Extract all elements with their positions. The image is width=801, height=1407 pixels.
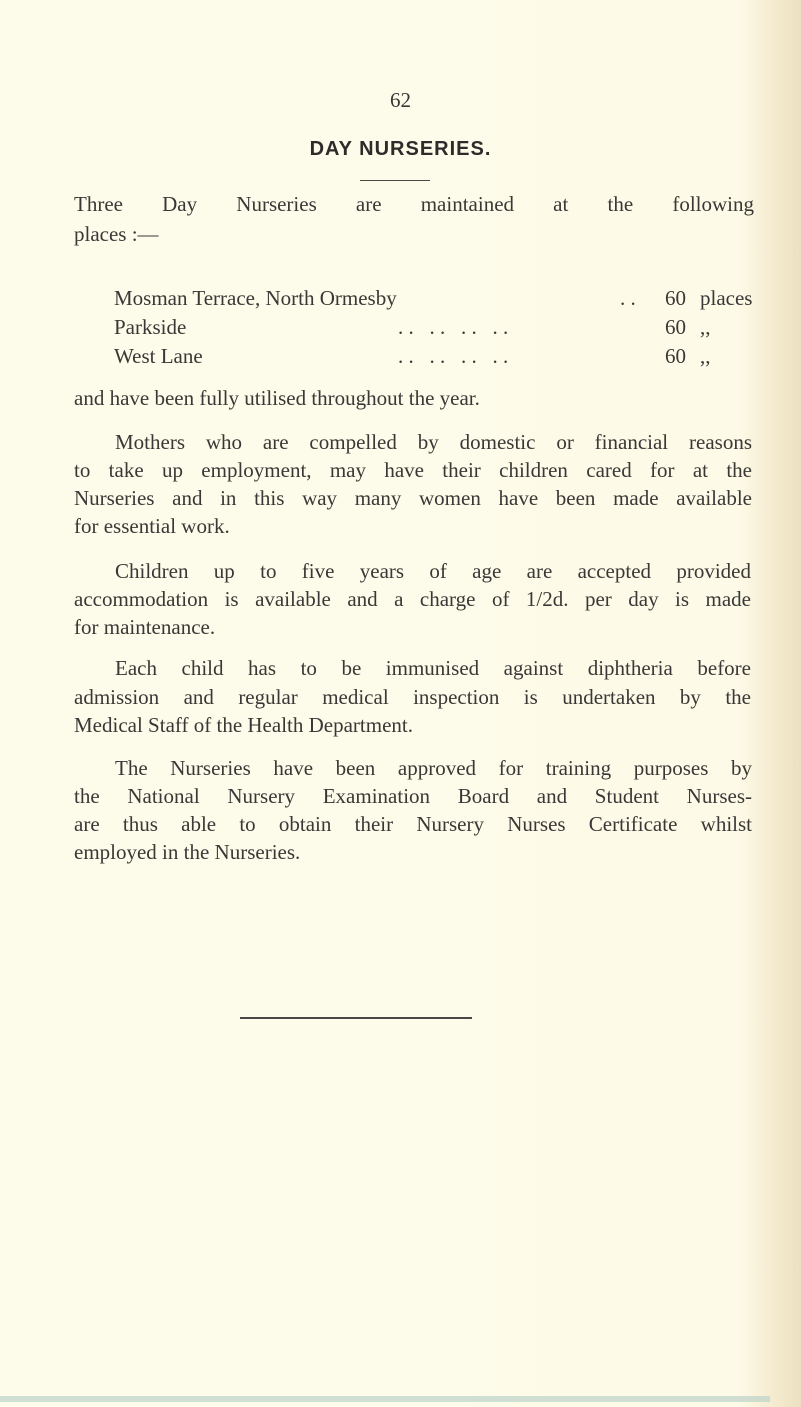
- paragraph-line: to take up employment, may have their children cared for at the: [74, 458, 752, 482]
- page-number: 62: [390, 88, 411, 112]
- after-list-text: and have been fully utilised throughout the year.: [74, 386, 480, 410]
- paragraph-line: Children up to five years of age are accepted provided: [115, 559, 751, 583]
- nursery-unit: ,,: [700, 344, 711, 368]
- paragraph-line: Nurseries and in this way many women have been made available: [74, 486, 752, 510]
- intro-line: Three Day Nurseries are maintained at the following: [74, 192, 754, 216]
- paragraph-line: accommodation is available and a charge of 1/2d. per day is made: [74, 587, 751, 611]
- nursery-name: Parkside: [114, 315, 187, 339]
- paragraph-line: Medical Staff of the Health Department.: [74, 713, 413, 737]
- dot-leader: . . . . . . . .: [398, 344, 509, 368]
- paragraph-line: the National Nursery Examination Board and Student Nurses-: [74, 784, 752, 808]
- scan-edge: [0, 1396, 770, 1402]
- paragraph-line: are thus able to obtain their Nursery Nurses Certificate whilst: [74, 812, 752, 836]
- nursery-count: 60: [665, 286, 686, 310]
- title-divider: [360, 180, 430, 181]
- nursery-name: Mosman Terrace, North Ormesby: [114, 286, 397, 310]
- nursery-count: 60: [665, 344, 686, 368]
- end-divider: [240, 1017, 472, 1019]
- nursery-unit: places: [700, 286, 753, 310]
- nursery-name: West Lane: [114, 344, 203, 368]
- paragraph-line: admission and regular medical inspection is undertaken by the: [74, 685, 751, 709]
- nursery-count: 60: [665, 315, 686, 339]
- nursery-unit: ,,: [700, 315, 711, 339]
- intro-line: places :—: [74, 222, 159, 246]
- paragraph-line: The Nurseries have been approved for training purposes by: [115, 756, 752, 780]
- paragraph-line: Each child has to be immunised against diphtheria before: [115, 656, 751, 680]
- paragraph-line: for maintenance.: [74, 615, 216, 639]
- dot-leader: . . . . . . . .: [398, 315, 509, 339]
- page-title: DAY NURSERIES.: [309, 138, 492, 160]
- dot-leader: . .: [620, 286, 636, 310]
- paragraph-line: Mothers who are compelled by domestic or financial reasons: [115, 430, 752, 454]
- paragraph-line: employed in the Nurseries.: [74, 840, 301, 864]
- paragraph-line: for essential work.: [74, 514, 230, 538]
